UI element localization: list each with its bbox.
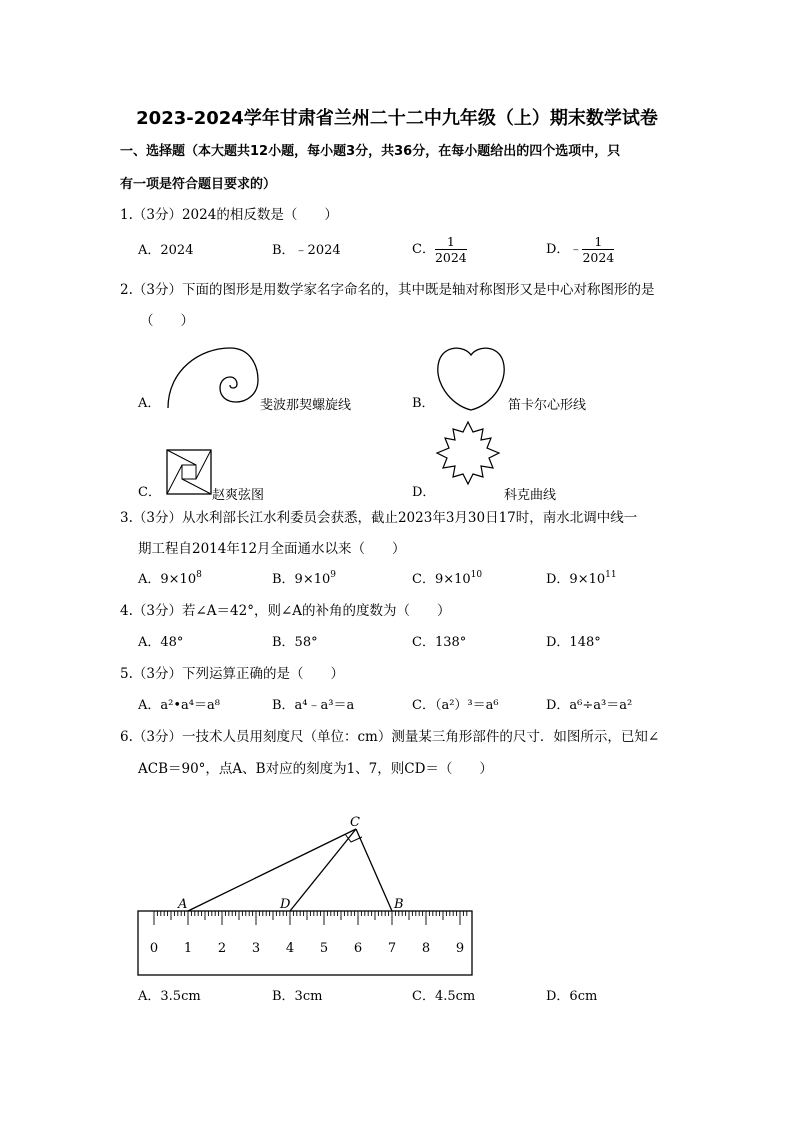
q2-option-c-letter: C． <box>138 485 161 500</box>
q4-option-c: C．138° <box>412 635 467 650</box>
q3-stem-line2: 期工程自2014年12月全面通水以来（ ） <box>138 541 406 557</box>
q1-option-c-prefix: C． <box>412 242 435 257</box>
q1-option-a: A．2024 <box>138 243 194 258</box>
q2-option-d-name: 科克曲线 <box>504 488 557 503</box>
cardioid-figure <box>436 343 506 413</box>
q1-option-d <box>546 234 614 265</box>
zhao-shuang-figure <box>166 449 212 495</box>
ruler-number: 8 <box>421 941 431 956</box>
q4-stem: 4.（3分）若∠A＝42°，则∠A的补角的度数为（ ） <box>120 603 451 619</box>
ruler-number: 4 <box>285 941 295 956</box>
ruler-number: 7 <box>387 941 397 956</box>
option-exponent: 8 <box>196 570 202 580</box>
option-base: A．9×10 <box>138 572 197 587</box>
q2-option-b-letter: B． <box>412 396 435 411</box>
q4-option-a: A．48° <box>138 635 184 650</box>
q4-option-b: B．58° <box>272 635 318 650</box>
fraction-numerator: 1 <box>582 234 614 250</box>
q6-option-b: B．3cm <box>272 989 323 1004</box>
ruler-number: 0 <box>149 941 159 956</box>
q1-option-c <box>412 234 467 265</box>
q5-option-c: C．（a²）³＝a⁶ <box>412 698 499 713</box>
ruler-numbers <box>150 941 464 956</box>
point-b-label: B <box>394 897 404 912</box>
q5-option-b: B．a⁴﹣a³＝a <box>272 698 355 713</box>
fraction-denominator: 2024 <box>434 250 467 265</box>
option-base: B．9×10 <box>272 572 331 587</box>
point-a-label: A <box>178 897 188 912</box>
q6-stem-line1: 6.（3分）一技术人员用刻度尺（单位：cm）测量某三角形部件的尺寸．如图所示，已知∠ <box>120 729 660 745</box>
segment-cd <box>290 829 356 911</box>
q1-option-b: B．﹣2024 <box>272 243 341 258</box>
q3-option-c <box>412 571 482 589</box>
exam-title: 2023-2024学年甘肃省兰州二十二中九年级（上）期末数学试卷 <box>136 108 658 129</box>
q1-option-c-fraction <box>435 234 467 265</box>
q6-option-d: D．6cm <box>546 989 598 1004</box>
q3-stem-line1: 3.（3分）从水利部长江水利委员会获悉，截止2023年3月30日17时，南水北调中线一 <box>120 510 638 526</box>
q6-option-a: A．3.5cm <box>138 989 201 1004</box>
q1-stem: 1.（3分）2024的相反数是（ ） <box>120 207 338 223</box>
q5-stem: 5.（3分）下列运算正确的是（ ） <box>120 666 344 682</box>
segment-ac <box>188 829 356 911</box>
point-c-label: C <box>350 815 360 830</box>
ruler-number: 5 <box>319 941 329 956</box>
right-angle-mark <box>345 834 362 842</box>
q4-option-d: D．148° <box>546 635 601 650</box>
koch-snowflake-figure <box>433 420 503 494</box>
q2-option-b-name: 笛卡尔心形线 <box>508 398 587 413</box>
option-exponent: 9 <box>330 570 336 580</box>
q3-option-a <box>138 571 202 589</box>
option-base: C．9×10 <box>412 572 471 587</box>
option-base: D．9×10 <box>546 572 606 587</box>
q2-option-a-letter: A． <box>138 396 161 411</box>
ruler-number: 9 <box>455 941 465 956</box>
ruler-number: 6 <box>353 941 363 956</box>
q6-stem-line2: ACB＝90°，点A、B对应的刻度为1、7，则CD＝（ ） <box>138 761 493 777</box>
q5-option-a: A．a²•a⁴＝a⁸ <box>138 698 220 713</box>
ruler-number: 2 <box>217 941 227 956</box>
fibonacci-spiral-figure <box>160 340 260 410</box>
q2-stem-line1: 2.（3分）下面的图形是用数学家名字命名的，其中既是轴对称图形又是中心对称图形的是 <box>120 282 655 298</box>
section-heading-line2: 有一项是符合题目要求的） <box>120 177 277 192</box>
ruler-number: 1 <box>183 941 193 956</box>
option-exponent: 10 <box>470 570 483 580</box>
section-heading-line1: 一、选择题（本大题共12小题，每小题3分，共36分，在每小题给出的四个选项中，只 <box>120 144 621 159</box>
option-exponent: 11 <box>605 570 617 580</box>
q2-stem-line2: （ ） <box>140 313 194 329</box>
ruler-number: 3 <box>251 941 261 956</box>
q5-option-d: D．a⁶÷a³＝a² <box>546 698 633 713</box>
fraction-denominator: 2024 <box>582 250 615 265</box>
q2-option-a-name: 斐波那契螺旋线 <box>260 398 352 413</box>
q1-option-d-prefix: D．﹣ <box>546 242 583 257</box>
q1-option-d-fraction <box>582 234 614 265</box>
segment-cb <box>356 829 392 911</box>
ruler-triangle-figure <box>136 812 476 978</box>
q3-option-b <box>272 571 336 589</box>
q2-option-c-name: 赵爽弦图 <box>212 488 265 503</box>
q3-option-d <box>546 571 617 589</box>
ruler-ticks <box>154 911 467 925</box>
fraction-numerator: 1 <box>435 234 467 250</box>
q6-option-c: C．4.5cm <box>412 989 476 1004</box>
q2-option-d-letter: D． <box>412 485 436 500</box>
point-d-label: D <box>280 897 291 912</box>
